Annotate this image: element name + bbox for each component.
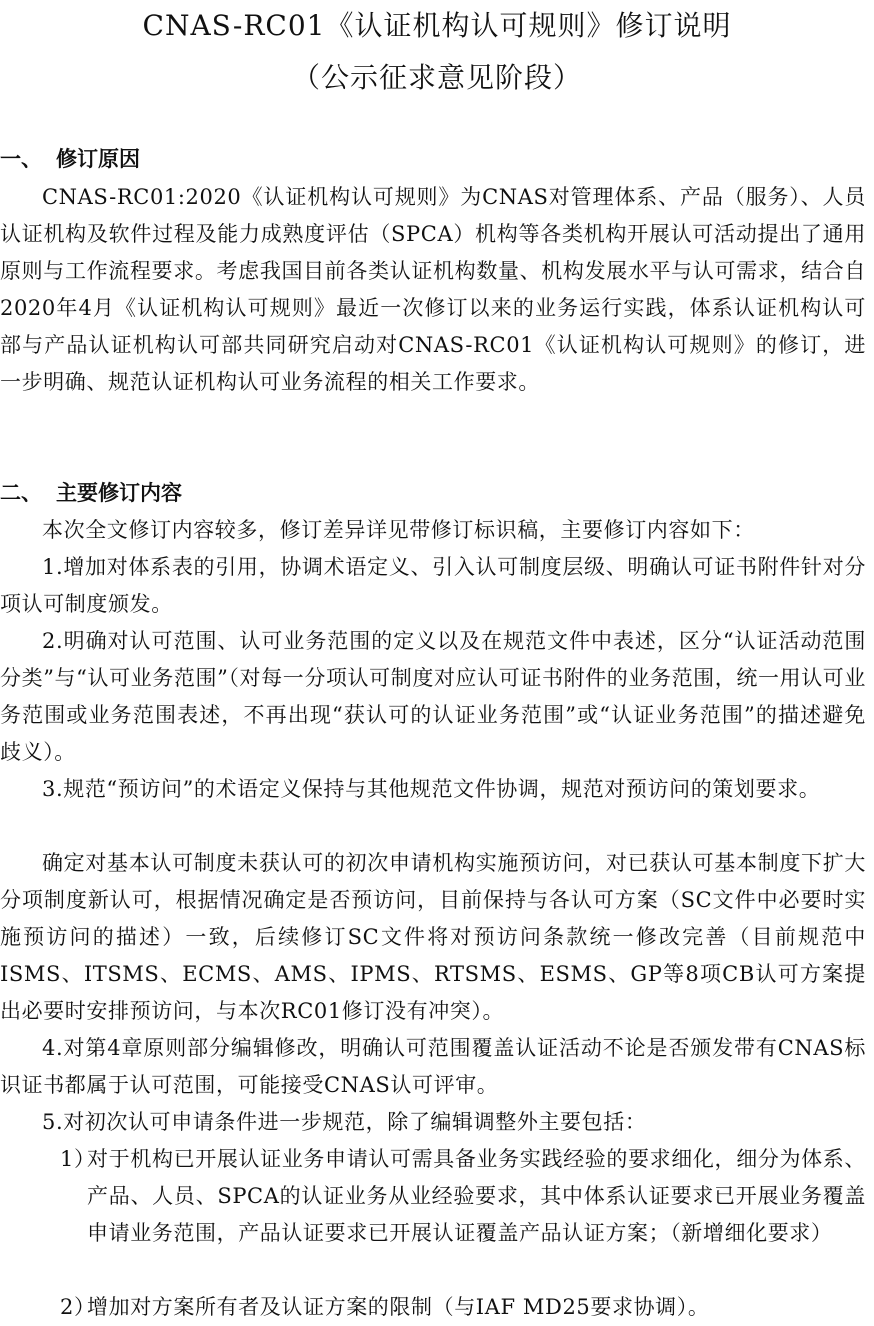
section-heading-reasons bbox=[0, 144, 140, 174]
section-number: 二、 bbox=[0, 480, 42, 505]
document-subtitle: （公示征求意见阶段） bbox=[291, 61, 582, 94]
paragraph: 确定对基本认可制度未获认可的初次申请机构实施预访问，对已获认可基本制度下扩大分项制度新认可，根据情况确定是否预访问，目前保持与各认可方案（SC文件中必要时实施预访问的描述）一致，后续修订SC文件将对预访问条款统一修改完善（目前规范中ISMS、ITSMS、ECMS、AMS、IPMS、RTSMS、ESMS、GP等8项CB认可方案提出必要时安排预访问，与本次RC01修订没有冲突）。 bbox=[0, 851, 866, 1023]
sub-item bbox=[60, 1141, 866, 1252]
section-heading-text: 修订原因 bbox=[56, 146, 140, 171]
paragraph: 2.明确对认可范围、认可业务范围的定义以及在规范文件中表述，区分“认证活动范围分类”与“认可业务范围”（对每一分项认可制度对应认可证书附件的业务范围，统一用认可业务范围或业务范围表述，不再出现“获认可的认证业务范围”或“认证业务范围”的描述避免歧义）。 bbox=[0, 629, 866, 764]
paragraph: 3.规范“预访问”的术语定义保持与其他规范文件协调，规范对预访问的策划要求。 bbox=[42, 777, 821, 801]
paragraph: 1.增加对体系表的引用，协调术语定义、引入认可制度层级、明确认可证书附件针对分项认可制度颁发。 bbox=[0, 555, 866, 616]
paragraph: CNAS-RC01:2020《认证机构认可规则》为CNAS对管理体系、产品（服务）、人员认证机构及软件过程及能力成熟度评估（SPCA）机构等各类机构开展认可活动提出了通用原则与工作流程要求。考虑我国目前各类认证机构数量、机构发展水平与认可需求，结合自2020年4月《认证机构认可规则》最近一次修订以来的业务运行实践，体系认证机构认可部与产品认证机构认可部共同研究启动对CNAS-RC01《认证机构认可规则》的修订，进一步明确、规范认证机构认可业务流程的相关工作要求。 bbox=[0, 185, 866, 394]
section-heading-main-content bbox=[0, 478, 182, 508]
sub-item-text: 对于机构已开展认证业务申请认可需具备业务实践经验的要求细化，细分为体系、产品、人员、SPCA的认证业务从业经验要求，其中体系认证要求已开展业务覆盖申请业务范围，产品认证要求已开展认证覆盖产品认证方案；（新增细化要求） bbox=[87, 1147, 866, 1245]
section-heading-text: 主要修订内容 bbox=[56, 480, 182, 505]
paragraph: 4.对第4章原则部分编辑修改，明确认可范围覆盖认证活动不论是否颁发带有CNAS标识证书都属于认可范围，可能接受CNAS认可评审。 bbox=[0, 1036, 866, 1097]
sub-item-marker: 2） bbox=[60, 1295, 96, 1319]
section-number: 一、 bbox=[0, 146, 42, 171]
document-title: CNAS-RC01《认证机构认可规则》修订说明 bbox=[142, 9, 732, 42]
paragraph: 5.对初次认可申请条件进一步规范，除了编辑调整外主要包括： bbox=[42, 1110, 647, 1134]
sub-item-text: 增加对方案所有者及认证方案的限制（与IAF MD25要求协调）。 bbox=[87, 1295, 710, 1319]
paragraph: 本次全文修订内容较多，修订差异详见带修订标识稿，主要修订内容如下： bbox=[42, 518, 755, 542]
sub-item bbox=[60, 1289, 866, 1326]
sub-item-marker: 1） bbox=[60, 1147, 96, 1171]
